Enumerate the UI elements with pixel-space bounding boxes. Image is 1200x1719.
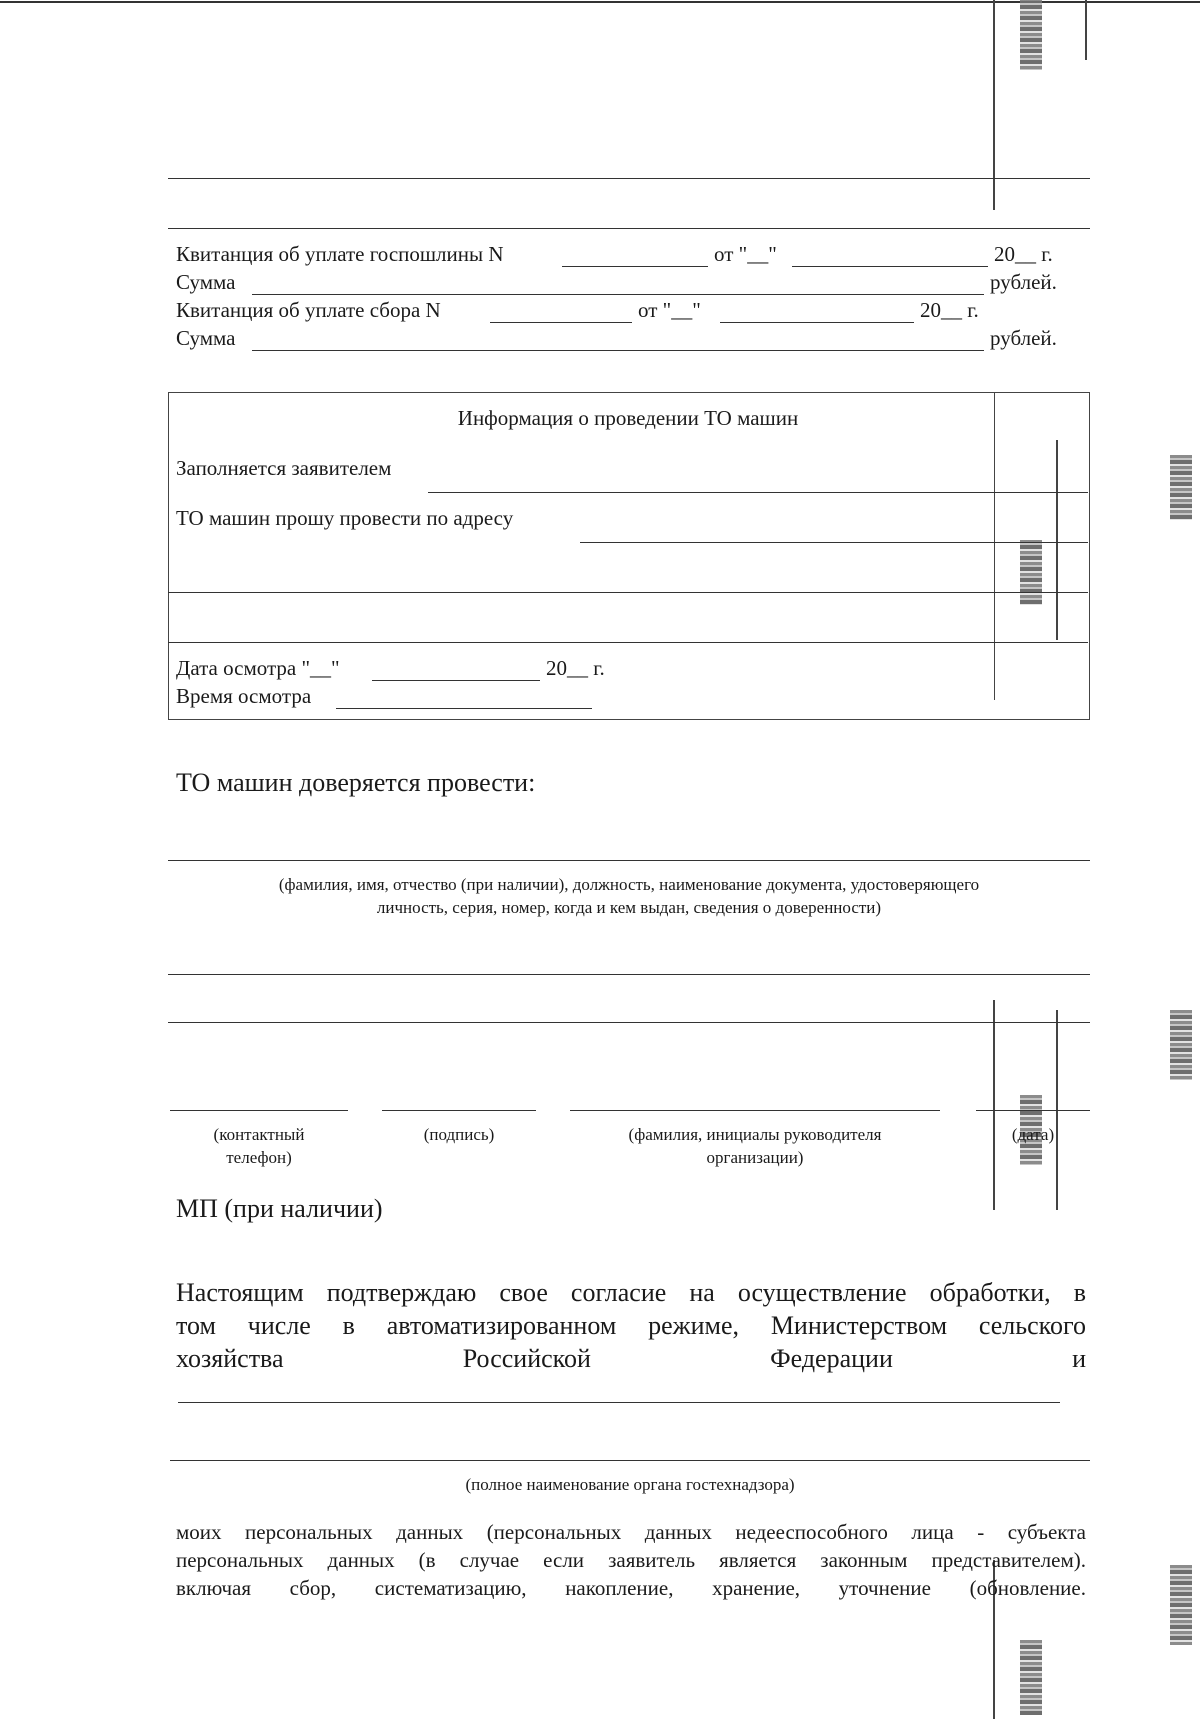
filled-by-label: Заполняется заявителем [176, 456, 392, 480]
consent-line2: том числе в автоматизированном режиме, Министерством сельского [176, 1311, 1086, 1340]
phone-caption [170, 1124, 348, 1170]
scan-artifact [993, 1000, 995, 1210]
levy-sum-field[interactable] [252, 350, 984, 351]
trustee-caption [168, 874, 1090, 920]
scan-artifact [1170, 1565, 1192, 1645]
trustee-caption-line1: (фамилия, имя, отчество (при наличии), должность, наименование документа, удостоверяющего [278, 875, 980, 894]
inspection-title: Информация о проведении ТО машин [457, 406, 799, 430]
address-field-1[interactable] [580, 542, 1088, 543]
consent-line3-word: Российской [462, 1344, 591, 1373]
inspection-time-label: Время осмотра [176, 684, 312, 708]
signature-caption: (подпись) [423, 1125, 495, 1144]
date-field[interactable] [976, 1110, 1090, 1111]
levy-rubles-label: рублей. [990, 326, 1057, 350]
scan-artifact [1170, 1010, 1192, 1080]
consent-line3 [176, 1346, 1086, 1372]
scan-artifact [1020, 0, 1042, 70]
head-caption [570, 1124, 940, 1170]
signature-field[interactable] [382, 1110, 536, 1111]
trustee-caption-line2: личность, серия, номер, когда и кем выдан, сведения о доверенности) [376, 897, 882, 917]
consent-line3-word: Федерации [770, 1344, 893, 1373]
scan-artifact [1020, 1640, 1042, 1715]
address-field-2[interactable] [168, 592, 1088, 593]
applicant-field[interactable] [428, 492, 1088, 493]
inspection-date-field[interactable] [372, 680, 540, 681]
levy-receipt-year-label: 20__ г. [920, 298, 979, 322]
levy-receipt-number-field[interactable] [490, 322, 632, 323]
consent-cont-line1: моих персональных данных (персональных данных недееспособного лица - субъекта [176, 1520, 1086, 1544]
inspection-time-field[interactable] [336, 708, 592, 709]
inspection-date-label: Дата осмотра "__" [176, 656, 340, 680]
fee-receipt-label: Квитанция об уплате госпошлины N [176, 242, 504, 266]
levy-sum-label: Сумма [176, 326, 236, 350]
blank-line[interactable] [168, 178, 1090, 179]
levy-receipt-date-field[interactable] [720, 322, 914, 323]
date-caption: (дата) [1011, 1125, 1055, 1144]
head-name-field[interactable] [570, 1110, 940, 1111]
stamp-label: МП (при наличии) [176, 1194, 383, 1223]
authority-field-1[interactable] [178, 1402, 1060, 1403]
address-field-3[interactable] [168, 642, 1088, 643]
phone-caption-line2: телефон) [226, 1147, 292, 1167]
levy-receipt-from-label: от "__" [638, 298, 701, 322]
consent-cont-line3: включая сбор, систематизацию, накопление, хранение, уточнение (обновление. [176, 1576, 1086, 1600]
fee-receipt-date-field[interactable] [792, 266, 988, 267]
phone-field[interactable] [170, 1110, 348, 1111]
fee-sum-field[interactable] [252, 294, 984, 295]
address-request-label: ТО машин прошу провести по адресу [176, 506, 514, 530]
fee-sum-label: Сумма [176, 270, 236, 294]
blank-line[interactable] [168, 228, 1090, 229]
trustee-field-2[interactable] [168, 974, 1090, 975]
fee-receipt-year-label: 20__ г. [994, 242, 1053, 266]
fee-rubles-label: рублей. [990, 270, 1057, 294]
fee-receipt-number-field[interactable] [562, 266, 708, 267]
head-caption-line2: организации) [706, 1147, 804, 1167]
consent-line3-word: хозяйства [176, 1344, 284, 1373]
trust-heading: ТО машин доверяется провести: [176, 768, 536, 797]
inspection-year-label: 20__ г. [546, 656, 605, 680]
fee-receipt-from-label: от "__" [714, 242, 777, 266]
levy-receipt-label: Квитанция об уплате сбора N [176, 298, 441, 322]
trustee-field[interactable] [168, 860, 1090, 861]
scan-artifact [1170, 455, 1192, 520]
phone-caption-line1: (контактный [213, 1125, 305, 1144]
scan-artifact [1085, 0, 1087, 60]
consent-line3-word: и [1072, 1344, 1086, 1373]
head-caption-line1: (фамилия, инициалы руководителя [628, 1125, 882, 1144]
box-column-divider [994, 392, 995, 700]
authority-caption: (полное наименование органа гостехнадзора) [465, 1475, 795, 1494]
authority-field-2[interactable] [170, 1460, 1090, 1461]
consent-cont-line2: персональных данных (в случае если заявитель является законным представителем). [176, 1548, 1086, 1572]
consent-line1: Настоящим подтверждаю свое согласие на осуществление обработки, в [176, 1278, 1086, 1307]
trustee-field-3[interactable] [168, 1022, 1090, 1023]
